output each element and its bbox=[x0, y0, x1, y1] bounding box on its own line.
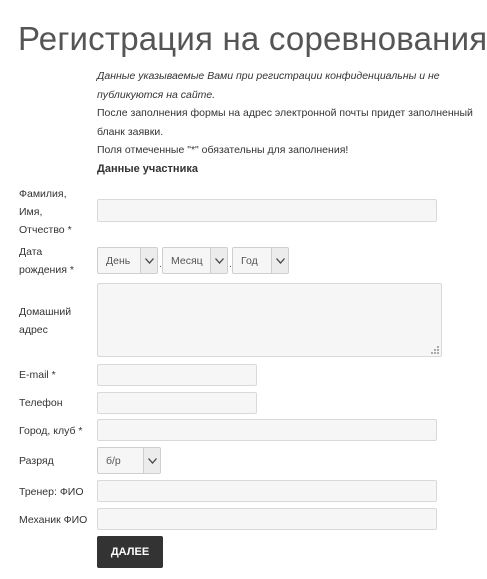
chevron-down-icon bbox=[271, 248, 288, 273]
required-note: Поля отмеченные "*" обязательны для заполнения! bbox=[97, 144, 349, 156]
address-label: Домашний адрес bbox=[19, 306, 72, 336]
resize-handle-icon[interactable] bbox=[431, 346, 440, 355]
birth-date-label: Дата рождения * bbox=[19, 246, 74, 276]
phone-label: Телефон bbox=[19, 397, 63, 409]
full-name-label: Фамилия, Имя, Отчество * bbox=[19, 188, 72, 236]
form-notes bbox=[97, 67, 477, 160]
rank-select[interactable] bbox=[97, 447, 161, 474]
birth-month-select[interactable] bbox=[162, 247, 228, 274]
email-note: После заполнения формы на адрес электронной почты придет заполненный бланк заявки. bbox=[97, 107, 473, 138]
mechanic-input[interactable] bbox=[97, 508, 437, 530]
birth-day-value: День bbox=[106, 254, 131, 267]
address-textarea[interactable] bbox=[97, 283, 442, 357]
birth-day-select[interactable] bbox=[97, 247, 158, 274]
birth-year-select[interactable] bbox=[232, 247, 289, 274]
page-title: Регистрация на соревнования bbox=[18, 20, 487, 57]
email-input[interactable] bbox=[97, 364, 257, 386]
birth-month-value: Месяц bbox=[171, 254, 203, 267]
mechanic-label: Механик ФИО bbox=[19, 514, 88, 526]
phone-input[interactable] bbox=[97, 392, 257, 414]
next-button[interactable]: ДАЛЕЕ bbox=[97, 536, 163, 568]
email-label: E-mail * bbox=[19, 369, 56, 381]
full-name-input[interactable] bbox=[97, 199, 437, 222]
chevron-down-icon bbox=[140, 248, 157, 273]
participant-section-title: Данные участника bbox=[97, 163, 198, 175]
birth-year-value: Год bbox=[241, 254, 258, 267]
rank-value: б/р bbox=[106, 454, 121, 467]
chevron-down-icon bbox=[210, 248, 227, 273]
coach-label: Тренер: ФИО bbox=[19, 486, 84, 498]
privacy-note: Данные указываемые Вами при регистрации конфиденциальны и не публикуются на сайте. bbox=[97, 70, 440, 101]
coach-input[interactable] bbox=[97, 480, 437, 502]
rank-label: Разряд bbox=[19, 455, 54, 467]
city-club-input[interactable] bbox=[97, 419, 437, 441]
city-club-label: Город, клуб * bbox=[19, 425, 83, 437]
chevron-down-icon bbox=[143, 448, 160, 473]
